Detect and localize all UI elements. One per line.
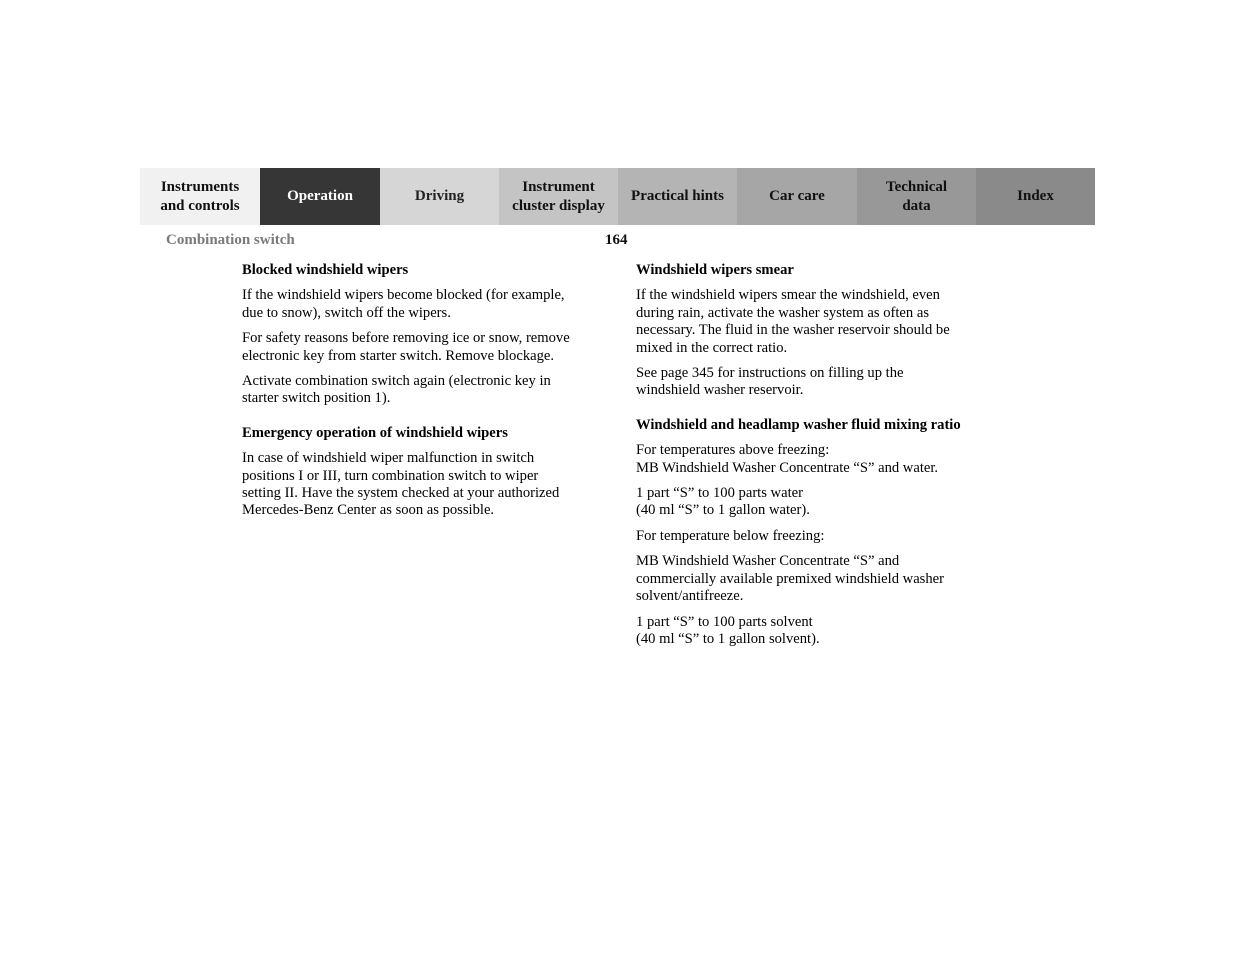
tab-index[interactable]: Index — [976, 168, 1095, 225]
page-number: 164 — [605, 232, 628, 248]
wipers-smear-paragraph: If the windshield wipers smear the windshield, even during rain, activate the washer system as often as necessary. The fluid in the washer reservoir should be mixed in the correct ratio. — [636, 287, 950, 356]
tab-operation[interactable]: Operation — [260, 168, 380, 225]
right-column — [636, 262, 1011, 665]
wipers-smear-heading: Windshield wipers smear — [636, 262, 794, 278]
tab-driving[interactable]: Driving — [380, 168, 499, 225]
tab-technical-data[interactable]: Technical data — [857, 168, 976, 225]
wipers-smear-reference-paragraph: See page 345 for instructions on filling up the windshield washer reservoir. — [636, 365, 904, 399]
tab-instruments-and-controls[interactable]: Instruments and controls — [140, 168, 260, 225]
emergency-operation-heading: Emergency operation of windshield wipers — [242, 424, 508, 441]
mixing-above-freezing-paragraph: For temperatures above freezing: MB Windshield Washer Concentrate “S” and water. — [636, 442, 939, 476]
tab-car-care[interactable]: Car care — [737, 168, 857, 225]
blocked-wipers-heading: Blocked windshield wipers — [242, 262, 409, 278]
mixing-below-freezing-paragraph: MB Windshield Washer Concentrate “S” and commercially available premixed windshield washer solvent/antifreeze. — [636, 553, 944, 605]
wipers-smear-section — [636, 262, 1011, 400]
mixing-ratio-section — [636, 417, 1011, 648]
mixing-ratio-heading: Windshield and headlamp washer fluid mixing ratio — [636, 416, 961, 433]
chapter-nav — [140, 168, 1095, 225]
blocked-wipers-section — [242, 262, 612, 408]
emergency-operation-section — [242, 425, 612, 520]
blocked-wipers-safety-paragraph: For safety reasons before removing ice or snow, remove electronic key from starter switch. Remove blockage. — [242, 330, 570, 364]
tab-practical-hints[interactable]: Practical hints — [618, 168, 737, 225]
left-column — [242, 262, 612, 537]
blocked-wipers-paragraph: If the windshield wipers become blocked (for example, due to snow), switch off the wipers. — [242, 287, 565, 321]
mixing-water-ratio-paragraph: 1 part “S” to 100 parts water (40 ml “S” to 1 gallon water). — [636, 485, 810, 519]
emergency-operation-paragraph: In case of windshield wiper malfunction in switch positions I or III, turn combination switch to wiper setting II. Have the system checked at your authorized Mercedes-Benz Center as soon as possible. — [242, 450, 560, 519]
tab-instrument-cluster-display[interactable]: Instrument cluster display — [499, 168, 618, 225]
mixing-below-freezing-label: For temperature below freezing: — [636, 527, 825, 544]
blocked-wipers-activate-paragraph: Activate combination switch again (electronic key in starter switch position 1). — [242, 373, 551, 407]
mixing-solvent-ratio-paragraph: 1 part “S” to 100 parts solvent (40 ml “S” to 1 gallon solvent). — [636, 613, 820, 647]
section-title: Combination switch — [166, 232, 295, 248]
